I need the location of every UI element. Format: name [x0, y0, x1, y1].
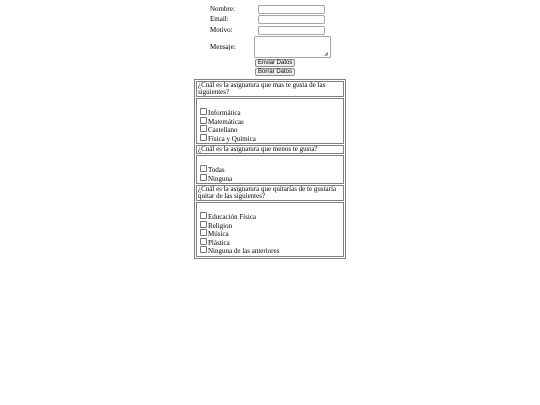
checkbox[interactable]: [200, 125, 207, 132]
checkbox[interactable]: [200, 221, 207, 228]
option-informatica[interactable]: [198, 108, 342, 117]
checkbox[interactable]: [200, 238, 207, 245]
checkbox[interactable]: [200, 229, 207, 236]
question-3-text: ¿Cuál es la asignatura que quitarías de te gustaría quitar de las siguientes?: [196, 185, 344, 201]
nombre-label: Nombre:: [210, 5, 235, 13]
nombre-input[interactable]: [258, 5, 325, 14]
option-label: Educación Física: [208, 213, 257, 221]
option-todas[interactable]: [198, 165, 342, 174]
question-row-1: [196, 81, 344, 97]
mensaje-textarea[interactable]: [254, 36, 331, 58]
options-row-2: [196, 155, 344, 184]
checkbox[interactable]: [200, 174, 207, 181]
mensaje-label: Mensaje:: [210, 43, 236, 51]
option-label: Todas: [208, 166, 225, 174]
survey-table: [194, 79, 346, 259]
option-musica[interactable]: [198, 229, 342, 238]
enviar-datos-button[interactable]: Enviar Datos: [255, 59, 295, 67]
checkbox[interactable]: [200, 212, 207, 219]
option-label: Religion: [208, 221, 233, 230]
borrar-datos-button[interactable]: Borrar Datos: [255, 68, 295, 76]
options-3: [196, 202, 344, 257]
question-row-3: [196, 185, 344, 201]
motivo-label: Motivo:: [210, 26, 233, 34]
question-2-text: ¿Cuál es la asignatura que menos te gusta?: [196, 145, 344, 154]
option-plastica[interactable]: [198, 238, 342, 247]
question-row-2: [196, 145, 344, 154]
option-label: Castellano: [208, 126, 238, 134]
option-label: Música: [208, 230, 229, 238]
email-label: Email:: [210, 15, 229, 23]
email-input[interactable]: [258, 15, 325, 24]
checkbox[interactable]: [200, 134, 207, 141]
options-row-3: [196, 202, 344, 257]
option-label: Física y Química: [208, 134, 256, 143]
option-matematicas[interactable]: [198, 117, 342, 126]
options-2: [196, 155, 344, 184]
options-row-1: [196, 98, 344, 144]
option-label: Plástica: [208, 238, 230, 247]
option-educacion-fisica[interactable]: [198, 212, 342, 221]
option-label: Ninguna de las anteriores: [208, 247, 280, 255]
option-castellano[interactable]: [198, 125, 342, 134]
option-label: Ninguna: [208, 174, 233, 183]
option-fisica-quimica[interactable]: [198, 134, 342, 143]
option-ninguna[interactable]: [198, 174, 342, 183]
motivo-input[interactable]: [258, 26, 325, 35]
checkbox[interactable]: [200, 246, 207, 253]
option-ninguna-anteriores[interactable]: [198, 246, 342, 255]
resize-grip-icon[interactable]: ◢: [324, 52, 328, 57]
question-1-text: ¿Cuál es la asignatura que mas te gusta de las siguientes?: [196, 81, 344, 97]
option-religion[interactable]: [198, 221, 342, 230]
options-1: [196, 98, 344, 144]
checkbox[interactable]: [200, 117, 207, 124]
checkbox[interactable]: [200, 108, 207, 115]
checkbox[interactable]: [200, 165, 207, 172]
option-label: Informática: [208, 109, 241, 117]
option-label: Matemáticas: [208, 117, 244, 126]
